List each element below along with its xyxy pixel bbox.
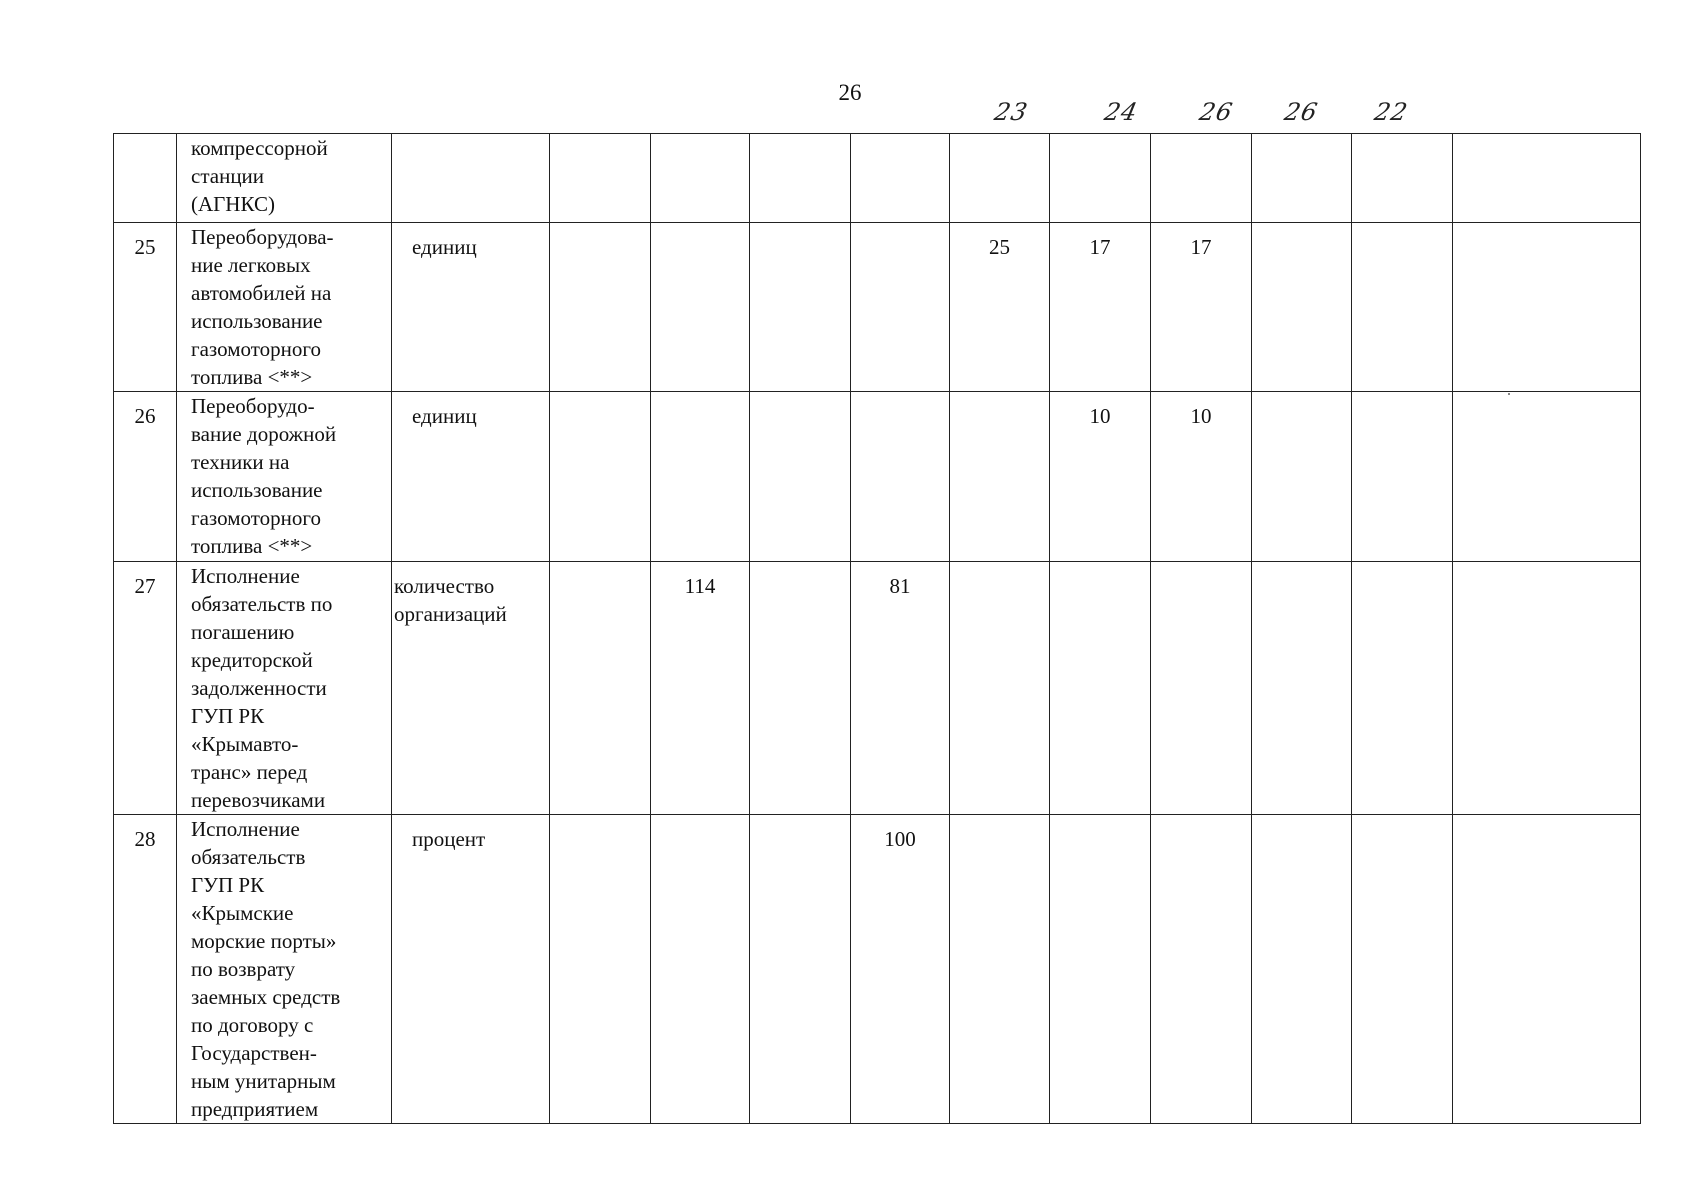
value-cell xyxy=(1252,392,1352,562)
value-cell xyxy=(1453,392,1641,562)
value-cell xyxy=(1252,223,1352,392)
value-cell xyxy=(1151,815,1252,1124)
unit-cell: количество организаций xyxy=(392,562,550,815)
handwritten-mark-1: 23 xyxy=(992,98,1031,126)
value-cell xyxy=(851,392,950,562)
value-cell xyxy=(851,223,950,392)
value-cell xyxy=(1151,562,1252,815)
value-cell xyxy=(851,134,950,223)
value-cell xyxy=(1453,562,1641,815)
indicator-name-cell: Переоборудо- вание дорожной техники на использование газомоторного топлива <**> xyxy=(177,392,392,562)
value-cell: 25 xyxy=(950,223,1050,392)
value-cell xyxy=(1352,392,1453,562)
value-cell xyxy=(651,134,750,223)
unit-cell: процент xyxy=(392,815,550,1124)
value-cell xyxy=(1252,134,1352,223)
table-row xyxy=(114,815,1641,1124)
value-cell xyxy=(1352,223,1453,392)
value-cell xyxy=(950,134,1050,223)
value-cell: 81 xyxy=(851,562,950,815)
value-cell xyxy=(651,815,750,1124)
indicator-name-cell: компрессорной станции (АГНКС) xyxy=(177,134,392,223)
value-cell xyxy=(1352,815,1453,1124)
value-cell xyxy=(1453,815,1641,1124)
row-number-cell xyxy=(114,134,177,223)
table-row xyxy=(114,223,1641,392)
handwritten-mark-2: 24 xyxy=(1102,98,1141,126)
value-cell: 114 xyxy=(651,562,750,815)
value-cell: 17 xyxy=(1050,223,1151,392)
value-cell: 10 xyxy=(1050,392,1151,562)
handwritten-mark-3: 26 xyxy=(1197,98,1236,126)
indicator-name-cell: Исполнение обязательств ГУП РК «Крымские морские порты» по возврату заемных средств по договору с Государствен- ным унитарным предприятием xyxy=(177,815,392,1124)
value-cell xyxy=(651,223,750,392)
indicator-name-cell: Переоборудова- ние легковых автомобилей на использование газомоторного топлива <**> xyxy=(177,223,392,392)
handwritten-mark-5: 22 xyxy=(1372,98,1411,126)
table-row xyxy=(114,134,1641,223)
indicator-name-cell: Исполнение обязательств по погашению кредиторской задолженности ГУП РК «Крымавто- транс» перед перевозчиками xyxy=(177,562,392,815)
table-row xyxy=(114,562,1641,815)
row-number-cell: 28 xyxy=(114,815,177,1124)
unit-cell: единиц xyxy=(392,223,550,392)
page-number: 26 xyxy=(838,80,862,105)
value-cell xyxy=(1050,562,1151,815)
value-cell xyxy=(1050,815,1151,1124)
value-cell: 17 xyxy=(1151,223,1252,392)
value-cell xyxy=(1252,815,1352,1124)
row-number-cell: 26 xyxy=(114,392,177,562)
value-cell xyxy=(1453,223,1641,392)
value-cell xyxy=(1151,134,1252,223)
value-cell: 10 xyxy=(1151,392,1252,562)
indicators-table xyxy=(113,133,1641,1124)
row-number-cell: 27 xyxy=(114,562,177,815)
value-cell xyxy=(651,392,750,562)
handwritten-mark-4: 26 xyxy=(1282,98,1321,126)
table-row xyxy=(114,392,1641,562)
value-cell xyxy=(750,562,851,815)
value-cell xyxy=(750,134,851,223)
value-cell xyxy=(750,223,851,392)
value-cell xyxy=(1050,134,1151,223)
unit-cell xyxy=(392,134,550,223)
unit-cell: единиц xyxy=(392,392,550,562)
value-cell xyxy=(550,815,651,1124)
value-cell xyxy=(950,392,1050,562)
value-cell: 100 xyxy=(851,815,950,1124)
row-number-cell: 25 xyxy=(114,223,177,392)
value-cell xyxy=(550,392,651,562)
value-cell xyxy=(550,223,651,392)
value-cell xyxy=(750,815,851,1124)
value-cell xyxy=(750,392,851,562)
value-cell xyxy=(950,562,1050,815)
value-cell xyxy=(550,562,651,815)
value-cell xyxy=(1252,562,1352,815)
value-cell xyxy=(1352,562,1453,815)
value-cell xyxy=(1453,134,1641,223)
value-cell xyxy=(1352,134,1453,223)
value-cell xyxy=(550,134,651,223)
value-cell xyxy=(950,815,1050,1124)
